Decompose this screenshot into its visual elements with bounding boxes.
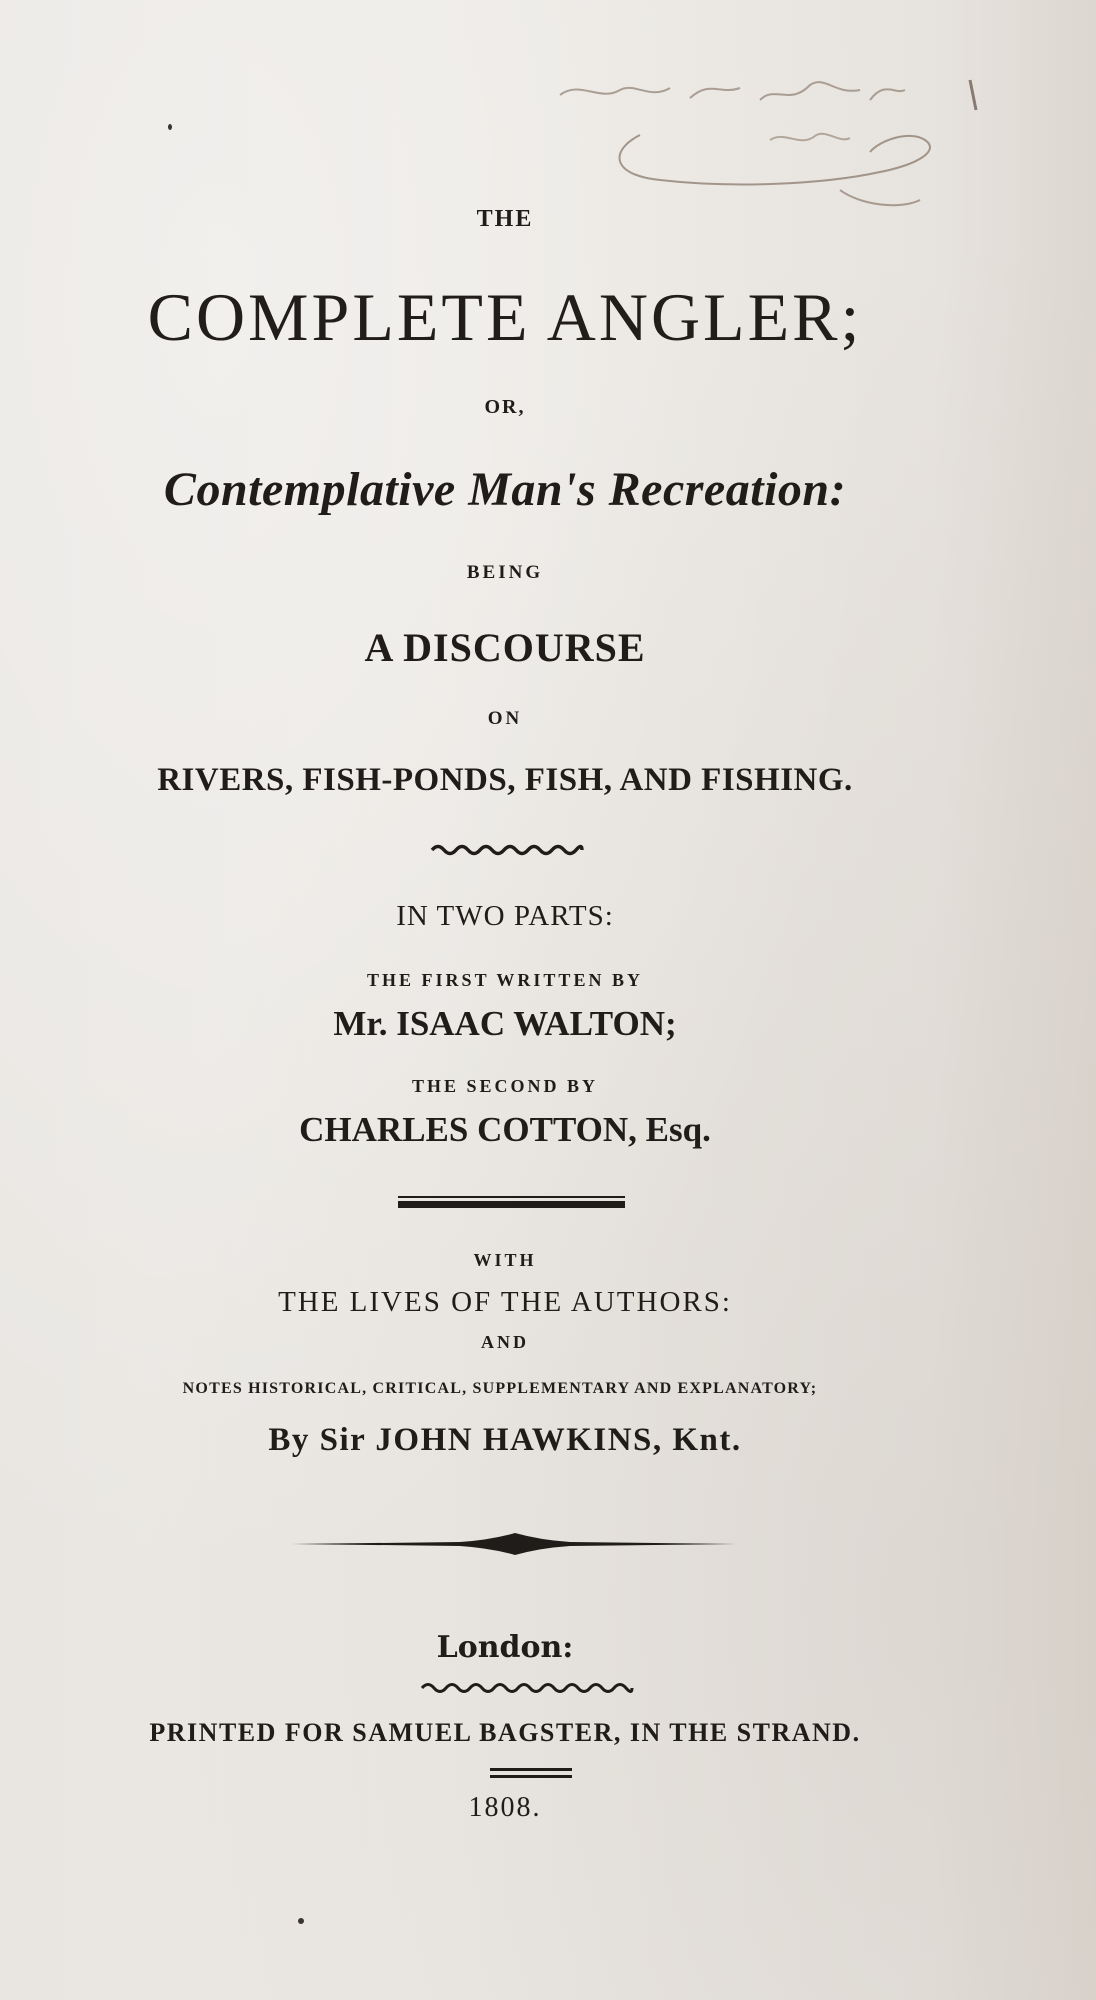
double-rule <box>398 1196 625 1208</box>
subtitle: Contemplative Man's Recreation: <box>163 463 847 516</box>
hawkins-line: By Sir JOHN HAWKINS, Knt. <box>268 1422 742 1458</box>
title-or: OR, <box>484 396 526 418</box>
printer-line: PRINTED FOR SAMUEL BAGSTER, IN THE STRAND. <box>149 1718 861 1747</box>
author-walton: Mr. ISAAC WALTON; <box>333 1004 677 1043</box>
ink-speck <box>168 124 172 130</box>
notes-line: NOTES HISTORICAL, CRITICAL, SUPPLEMENTARY AND EXPLANATORY; <box>182 1380 818 1397</box>
double-rule-small <box>490 1768 572 1778</box>
and-label: AND <box>481 1332 529 1352</box>
place-london: London: <box>436 1630 574 1665</box>
tapered-rule-ornament <box>290 1530 740 1563</box>
wavy-ornament <box>430 842 585 863</box>
author-cotton: CHARLES COTTON, Esq. <box>299 1110 711 1149</box>
wavy-ornament <box>420 1680 635 1701</box>
ink-speck <box>298 1918 304 1924</box>
second-by: THE SECOND BY <box>411 1076 599 1096</box>
parts-heading: IN TWO PARTS: <box>396 900 614 932</box>
with-label: WITH <box>473 1250 537 1270</box>
lives-line: THE LIVES OF THE AUTHORS: <box>278 1286 732 1318</box>
title-the: THE <box>476 206 534 232</box>
main-title: COMPLETE ANGLER; <box>147 279 863 355</box>
being-label: BEING <box>466 562 544 583</box>
topics-line: RIVERS, FISH-PONDS, FISH, AND FISHING. <box>157 762 853 798</box>
year-line: 1808. <box>468 1792 542 1823</box>
first-written-by: THE FIRST WRITTEN BY <box>367 970 643 990</box>
discourse-heading: A DISCOURSE <box>364 625 646 670</box>
handwriting-signature-image <box>540 40 1000 230</box>
on-label: ON <box>487 708 523 729</box>
